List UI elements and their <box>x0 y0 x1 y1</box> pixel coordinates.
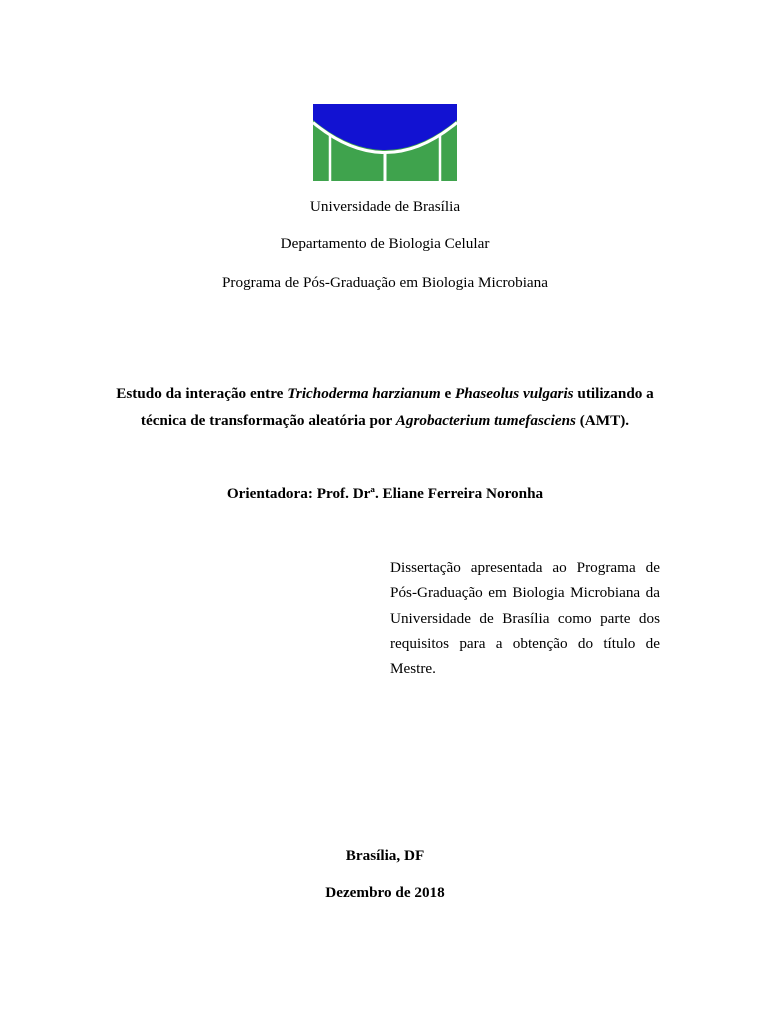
dissertation-line: Dissertação apresentada ao Programa de <box>390 559 660 576</box>
title-text: técnica de transformação aleatória por <box>140 412 396 429</box>
title-text: (AMT). <box>575 412 630 429</box>
place: Brasília, DF <box>345 847 425 864</box>
program-name: Programa de Pós-Graduação em Biologia Microbiana <box>221 274 548 291</box>
university-logo <box>313 104 457 181</box>
dissertation-line: Universidade de Brasília como parte dos <box>390 609 660 627</box>
thesis-title-line-1 <box>0 385 770 403</box>
dissertation-line: requisitos para a obtenção do título de <box>390 634 660 652</box>
university-name: Universidade de Brasília <box>309 198 461 215</box>
title-text: utilizando a <box>573 385 654 402</box>
title-species-name: Phaseolus vulgaris <box>455 385 574 402</box>
advisor-line: Orientadora: Prof. Drª. Eliane Ferreira Noronha <box>226 485 544 502</box>
title-text: Estudo da interação entre <box>116 385 288 402</box>
title-species-name: Agrobacterium tumefasciens <box>395 412 576 429</box>
title-text: e <box>440 385 456 402</box>
title-species-name: Trichoderma harzianum <box>287 385 441 402</box>
thesis-title-line-2 <box>0 412 770 430</box>
date: Dezembro de 2018 <box>325 884 445 901</box>
dissertation-line: Pós-Graduação em Biologia Microbiana da <box>390 584 660 602</box>
dissertation-line: Mestre. <box>390 660 436 678</box>
department-name: Departamento de Biologia Celular <box>280 235 490 252</box>
dissertation-statement <box>390 555 660 681</box>
